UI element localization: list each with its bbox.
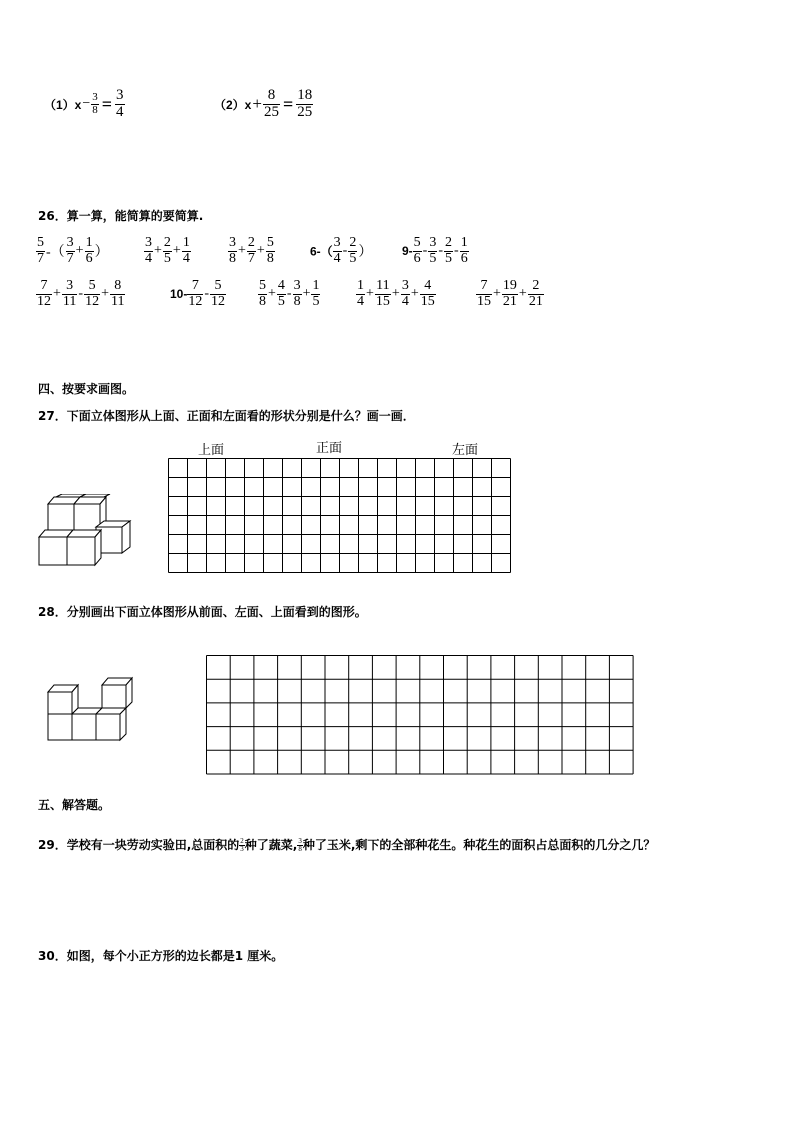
operator: -: [342, 243, 348, 259]
denominator: 15: [420, 293, 435, 309]
numerator: 7: [480, 278, 488, 293]
numerator: 18: [297, 87, 313, 103]
numerator: 2: [240, 836, 244, 845]
numerator: 1: [312, 278, 320, 293]
equals-sign: =: [101, 93, 113, 114]
numerator: 1: [357, 278, 364, 293]
denominator: 8: [92, 103, 98, 116]
denominator: 8: [259, 293, 266, 309]
operator: +: [410, 286, 419, 302]
denominator: 6: [413, 250, 421, 266]
denominator: 15: [477, 293, 491, 309]
eq2-label: （2）x: [214, 97, 252, 112]
numerator: 5: [413, 235, 421, 250]
fraction: [110, 279, 125, 309]
fraction: [401, 279, 410, 309]
fraction: [375, 279, 391, 309]
denominator: 5: [349, 250, 357, 266]
operator: -: [78, 286, 84, 302]
numerator: 3: [401, 278, 409, 293]
expr-row1-4: [310, 236, 373, 266]
denominator: 6: [85, 250, 93, 266]
denominator: 8: [229, 250, 236, 266]
fraction: [84, 279, 100, 309]
operator: +: [172, 243, 181, 259]
denominator: 21: [502, 293, 517, 309]
denominator: 11: [62, 293, 77, 309]
denominator: 4: [182, 250, 190, 266]
numerator: 7: [40, 278, 48, 293]
equation-2: [214, 88, 313, 121]
denominator: 5: [312, 293, 320, 309]
operator: -: [454, 243, 459, 259]
numerator: 5: [259, 278, 266, 293]
fraction: [293, 279, 302, 309]
denominator: 5: [163, 250, 171, 266]
numerator: 3: [66, 235, 74, 250]
operator: ）: [358, 245, 373, 261]
denominator: 21: [528, 293, 543, 309]
q29-text: [38, 836, 655, 853]
fraction: [182, 236, 191, 266]
numerator: 3: [145, 235, 152, 250]
section-5-heading: 五、解答题。: [38, 798, 111, 812]
numerator: 5: [88, 278, 96, 293]
denominator: 12: [211, 293, 226, 309]
numerator: 2: [349, 235, 357, 250]
q27-title: 27．下面立体图形从上面、正面和左面看的形状分别是什么？画一画．: [38, 409, 415, 423]
operator: ）: [94, 245, 109, 261]
numerator: 3: [298, 836, 302, 845]
numerator: 5: [214, 278, 222, 293]
numerator: 2: [247, 235, 255, 250]
numerator: 1: [85, 235, 93, 250]
numerator: 8: [267, 87, 276, 103]
fraction: [266, 236, 275, 266]
numerator: 5: [37, 235, 44, 250]
fraction: [210, 279, 226, 309]
denominator: 12: [188, 293, 203, 309]
minus-sign: −: [82, 96, 91, 112]
numerator: 3: [333, 235, 341, 250]
fraction: [228, 236, 237, 266]
fraction: [258, 279, 267, 309]
denominator: 15: [375, 293, 390, 309]
q30-title: 30．如图，每个小正方形的边长都是1 厘米。: [38, 949, 284, 963]
fraction: [277, 279, 286, 309]
fraction: [163, 236, 172, 266]
section-4-heading: 四、按要求画图。: [38, 382, 135, 396]
operator: -: [204, 286, 210, 302]
operator: -: [286, 286, 292, 302]
denominator: 8: [266, 250, 274, 266]
denominator: 4: [116, 103, 124, 120]
operator: +: [391, 286, 400, 302]
plus-sign: +: [252, 94, 262, 114]
expr-row1-1: [36, 236, 110, 266]
fraction: [333, 236, 342, 266]
numerator: 1: [182, 235, 190, 250]
numerator: 11: [376, 278, 390, 293]
equation-1: [44, 88, 125, 121]
expr-row1-5: [402, 236, 469, 266]
q26-title: 26．算一算，能简算的要简算.: [38, 209, 204, 223]
numerator: 3: [92, 91, 98, 104]
expr-row2-2: [170, 279, 226, 309]
label-left-view: 左面: [452, 443, 479, 458]
denominator: 8: [293, 293, 301, 309]
fraction: [311, 279, 320, 309]
fraction: [36, 279, 52, 309]
numerator: 4: [424, 278, 432, 293]
operator: +: [154, 243, 162, 259]
numerator: 3: [429, 235, 437, 250]
q27-solid-figure: [36, 494, 136, 568]
numerator: 19: [502, 278, 517, 293]
operator: -: [438, 243, 444, 259]
fraction: [115, 88, 125, 121]
numerator: 2: [445, 235, 453, 250]
operator: +: [238, 243, 246, 259]
fraction: [85, 236, 94, 266]
numerator: 3: [229, 235, 236, 250]
fraction: [476, 279, 492, 309]
expr-row2-3: [258, 279, 320, 309]
numerator: 2: [532, 278, 540, 293]
fraction: [263, 88, 280, 121]
operator: -（: [46, 245, 65, 261]
expr-row1-2: [144, 236, 191, 266]
q29-text-part: 种了蔬菜,: [244, 838, 298, 852]
denominator: 25: [297, 103, 313, 120]
denominator: 4: [333, 250, 341, 266]
denominator: 4: [401, 293, 409, 309]
q28-title: 28．分别画出下面立体图形从前面、左面、上面看到的图形。: [38, 605, 367, 619]
numerator: 7: [191, 278, 199, 293]
fraction: [502, 279, 518, 309]
operator: 6-（: [310, 244, 333, 259]
denominator: 4: [357, 293, 364, 309]
operator: +: [518, 286, 527, 302]
fraction: [62, 279, 77, 309]
operator: +: [53, 286, 61, 302]
operator: +: [366, 286, 374, 302]
fraction: [420, 279, 436, 309]
fraction: [444, 236, 453, 266]
operator: 9-: [402, 244, 413, 259]
operator: +: [493, 286, 501, 302]
fraction: [91, 92, 99, 116]
fraction: [247, 236, 256, 266]
expr-row1-3: [228, 236, 275, 266]
numerator: 8: [114, 278, 122, 293]
operator: +: [268, 286, 276, 302]
q28-solid-figure: [44, 676, 136, 746]
denominator: 11: [110, 293, 125, 309]
denominator: 7: [247, 250, 255, 266]
denominator: 7: [37, 250, 44, 266]
denominator: 5: [445, 250, 453, 266]
numerator: 3: [116, 87, 124, 103]
operator: +: [75, 243, 84, 259]
numerator: 3: [293, 278, 301, 293]
numerator: 5: [266, 235, 274, 250]
expr-row2-5: [476, 279, 544, 309]
fraction: [296, 88, 313, 121]
q27-drawing-grid[interactable]: [168, 458, 512, 588]
operator: -: [422, 243, 428, 259]
fraction: [66, 236, 75, 266]
denominator: 12: [37, 293, 51, 309]
label-front-view: 正面: [316, 441, 343, 456]
operator: +: [101, 286, 109, 302]
fraction: [528, 279, 544, 309]
denominator: 3: [240, 845, 244, 853]
expr-row2-1: [36, 279, 125, 309]
fraction: [36, 236, 45, 266]
fraction: [348, 236, 357, 266]
denominator: 12: [85, 293, 100, 309]
operator: 10-: [170, 287, 188, 302]
operator: +: [302, 286, 311, 302]
denominator: 7: [66, 250, 74, 266]
fraction: [460, 236, 469, 266]
denominator: 25: [263, 103, 279, 120]
eq1-label: （1）x: [44, 97, 82, 112]
expr-row2-4: [356, 279, 436, 309]
label-top-view: 上面: [198, 443, 225, 458]
numerator: 1: [460, 235, 468, 250]
fraction: [144, 236, 153, 266]
q29-text-part: 种了玉米,剩下的全部种花生。种花生的面积占总面积的几分之几？: [302, 838, 656, 852]
fraction: [187, 279, 203, 309]
equals-sign: =: [282, 93, 294, 114]
numerator: 4: [277, 278, 285, 293]
q29-text-part: 29．学校有一块劳动实验田,总面积的: [38, 838, 240, 852]
operator: +: [256, 243, 265, 259]
q28-drawing-grid[interactable]: [206, 655, 634, 777]
numerator: 3: [66, 278, 74, 293]
fraction: [428, 236, 437, 266]
denominator: 6: [460, 250, 468, 266]
fraction: [356, 279, 365, 309]
fraction: [413, 236, 422, 266]
denominator: 8: [298, 845, 302, 853]
denominator: 5: [429, 250, 437, 266]
numerator: 2: [163, 235, 171, 250]
denominator: 5: [277, 293, 285, 309]
denominator: 4: [145, 250, 152, 266]
